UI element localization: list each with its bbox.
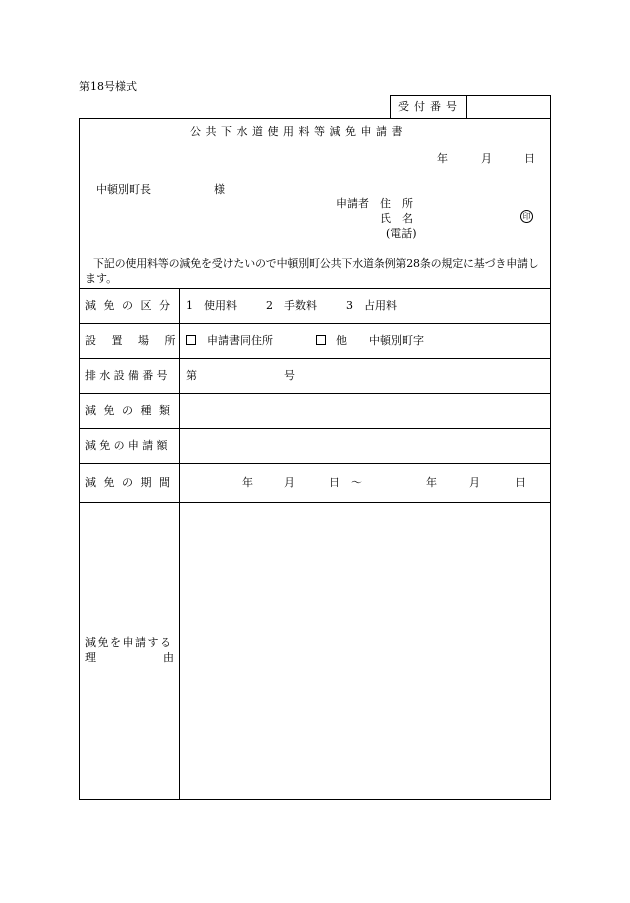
name-label: 氏 名 [380, 212, 413, 225]
category-option-3[interactable]: 3 占用料 [346, 299, 397, 312]
reception-value[interactable] [472, 101, 546, 115]
form-title: 公共下水道使用料等減免申請書 [190, 125, 407, 138]
period-to-day: 日 [515, 476, 526, 489]
category-option-2[interactable]: 2 手数料 [266, 299, 317, 312]
checkbox-other-label: 他 [336, 334, 347, 347]
amount-value[interactable] [186, 440, 544, 454]
reason-label-line1: 減免を申請する [85, 636, 173, 649]
checkbox-same-address-label: 申請書同住所 [207, 334, 273, 347]
period-from-day: 日 [329, 476, 340, 489]
reason-label-line2-b: 由 [163, 651, 174, 664]
location-address: 中頓別町字 [369, 334, 424, 347]
honorific: 様 [214, 183, 225, 196]
category-label: 減免の区分 [85, 299, 178, 312]
addressee: 中頓別町長 [96, 183, 151, 196]
category-option-1[interactable]: 1 使用料 [186, 299, 237, 312]
type-label: 減免の種類 [85, 404, 178, 417]
date-day: 日 [524, 152, 535, 165]
type-value[interactable] [186, 405, 544, 419]
address-label: 住 所 [380, 197, 413, 210]
facility-number-prefix: 第 [186, 369, 197, 382]
period-from-year: 年 [242, 476, 253, 489]
facility-number-suffix: 号 [284, 369, 295, 382]
phone-label: (電話) [386, 227, 417, 240]
period-label: 減免の期間 [85, 476, 178, 489]
date-year: 年 [437, 152, 448, 165]
period-to-year: 年 [426, 476, 437, 489]
applicant-label: 申請者 [336, 197, 369, 210]
statement-line2: ます。 [85, 272, 118, 285]
reason-value[interactable] [186, 510, 544, 790]
date-month: 月 [481, 152, 492, 165]
facility-number-label: 排水設備番号 [85, 369, 171, 382]
statement-line1: 下記の使用料等の減免を受けたいので中頓別町公共下水道条例第28条の規定に基づき申請し [93, 257, 539, 270]
period-to-month: 月 [469, 476, 480, 489]
checkbox-other[interactable] [316, 335, 326, 345]
period-from-month: 月 [284, 476, 295, 489]
reception-label: 受付番号 [398, 100, 462, 113]
seal-mark [520, 210, 533, 223]
form-number: 第18号様式 [79, 80, 137, 93]
amount-label: 減免の申請額 [85, 439, 171, 452]
seal-text: 印 [522, 212, 531, 221]
location-label: 設置場所 [85, 334, 191, 347]
reason-label-line2-a: 理 [85, 651, 96, 664]
checkbox-same-address[interactable] [186, 335, 196, 345]
period-tilde: ～ [351, 476, 362, 489]
